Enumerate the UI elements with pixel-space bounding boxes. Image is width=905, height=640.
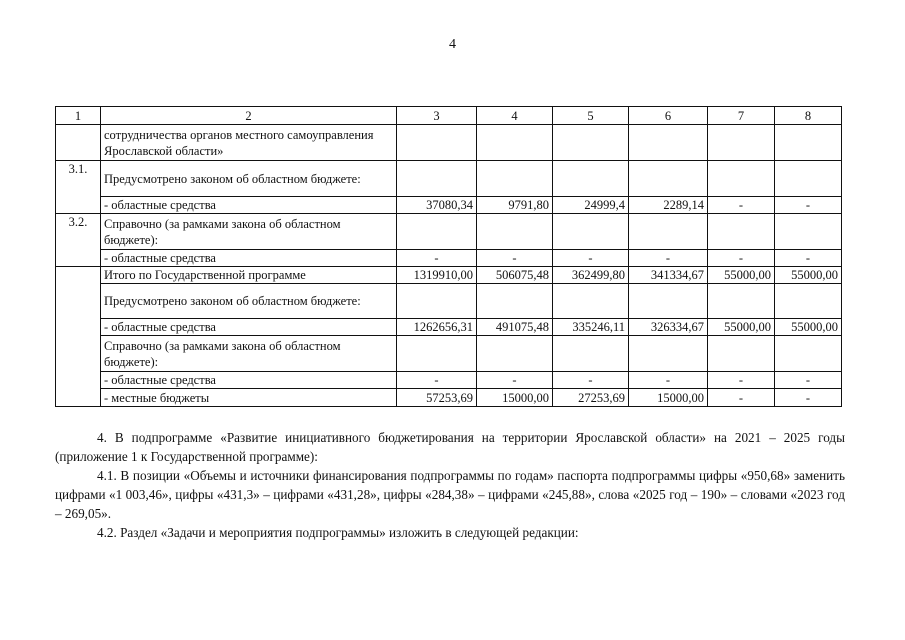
value-cell <box>708 336 775 372</box>
row-number-cell: 3.2. <box>56 214 101 250</box>
value-cell <box>477 214 553 250</box>
row-number-cell <box>56 197 101 214</box>
row-number-cell <box>56 250 101 267</box>
paragraph: 4.1. В позиции «Объемы и источники финансирования подпрограммы по годам» паспорта подпрограммы цифры «950,68» заменить цифрами «1 003,46», цифры «431,3» – цифрами «431,28», цифры «284,38» – цифрами «245,88», слова «2025 год – 190» – словами «2023 год – 269,05». <box>55 468 845 521</box>
row-label-cell: - областные средства <box>101 250 397 267</box>
row-label-cell: сотрудничества органов местного самоуправления Ярославской области» <box>101 125 397 161</box>
value-cell: - <box>708 389 775 407</box>
budget-table <box>55 106 842 407</box>
table-row <box>56 319 842 336</box>
value-cell: 341334,67 <box>629 267 708 284</box>
value-cell: - <box>708 372 775 389</box>
value-cell: - <box>553 372 629 389</box>
value-cell: 362499,80 <box>553 267 629 284</box>
header-cell: 4 <box>477 107 553 125</box>
value-cell <box>477 125 553 161</box>
row-label-cell: Предусмотрено законом об областном бюджете: <box>101 284 397 319</box>
table-row <box>56 267 842 284</box>
value-cell: 37080,34 <box>397 197 477 214</box>
value-cell: - <box>775 372 842 389</box>
value-cell <box>629 214 708 250</box>
value-cell <box>477 284 553 319</box>
value-cell: 335246,11 <box>553 319 629 336</box>
value-cell <box>629 161 708 197</box>
table-row <box>56 389 842 407</box>
value-cell: - <box>553 250 629 267</box>
value-cell: 27253,69 <box>553 389 629 407</box>
value-cell: 55000,00 <box>708 267 775 284</box>
value-cell <box>397 214 477 250</box>
value-cell <box>553 336 629 372</box>
body-text <box>55 428 845 542</box>
value-cell: 1262656,31 <box>397 319 477 336</box>
value-cell: - <box>397 372 477 389</box>
row-label-cell: - местные бюджеты <box>101 389 397 407</box>
row-number-cell <box>56 125 101 161</box>
value-cell: 15000,00 <box>477 389 553 407</box>
table-row <box>56 284 842 319</box>
table-row <box>56 250 842 267</box>
value-cell <box>708 125 775 161</box>
row-number-cell: 3.1. <box>56 161 101 197</box>
row-label-cell: - областные средства <box>101 197 397 214</box>
value-cell <box>553 161 629 197</box>
value-cell <box>629 336 708 372</box>
table-row <box>56 336 842 372</box>
value-cell <box>397 125 477 161</box>
paragraph: 4.2. Раздел «Задачи и мероприятия подпрограммы» изложить в следующей редакции: <box>97 525 579 540</box>
header-cell: 3 <box>397 107 477 125</box>
table-row <box>56 125 842 161</box>
value-cell <box>775 284 842 319</box>
value-cell <box>477 336 553 372</box>
value-cell: - <box>477 372 553 389</box>
header-cell: 2 <box>101 107 397 125</box>
value-cell: 9791,80 <box>477 197 553 214</box>
value-cell: - <box>775 197 842 214</box>
paragraph: 4. В подпрограмме «Развитие инициативного бюджетирования на территории Ярославской области» на 2021 – 2025 годы (приложение 1 к Государственной программе): <box>55 430 845 464</box>
row-label-cell: Предусмотрено законом об областном бюджете: <box>101 161 397 197</box>
header-cell: 8 <box>775 107 842 125</box>
value-cell <box>775 214 842 250</box>
value-cell: - <box>477 250 553 267</box>
row-number-cell <box>56 267 101 407</box>
value-cell: - <box>397 250 477 267</box>
table-row <box>56 197 842 214</box>
value-cell: 506075,48 <box>477 267 553 284</box>
value-cell <box>708 161 775 197</box>
value-cell: - <box>629 250 708 267</box>
value-cell <box>397 336 477 372</box>
table-row <box>56 372 842 389</box>
value-cell: 2289,14 <box>629 197 708 214</box>
value-cell: - <box>775 250 842 267</box>
table-header-row <box>56 107 842 125</box>
value-cell <box>397 284 477 319</box>
value-cell <box>397 161 477 197</box>
value-cell <box>553 125 629 161</box>
row-label-cell: Справочно (за рамками закона об областном бюджете): <box>101 336 397 372</box>
header-cell: 6 <box>629 107 708 125</box>
value-cell <box>553 284 629 319</box>
value-cell <box>477 161 553 197</box>
value-cell: 55000,00 <box>775 319 842 336</box>
row-label-cell: Итого по Государственной программе <box>101 267 397 284</box>
table-row <box>56 161 842 197</box>
value-cell: 15000,00 <box>629 389 708 407</box>
value-cell: 57253,69 <box>397 389 477 407</box>
value-cell <box>708 214 775 250</box>
value-cell <box>708 284 775 319</box>
value-cell <box>775 336 842 372</box>
value-cell: 24999,4 <box>553 197 629 214</box>
header-cell: 1 <box>56 107 101 125</box>
value-cell <box>553 214 629 250</box>
value-cell <box>775 161 842 197</box>
value-cell: - <box>708 250 775 267</box>
row-label-cell: - областные средства <box>101 319 397 336</box>
header-cell: 7 <box>708 107 775 125</box>
value-cell: 491075,48 <box>477 319 553 336</box>
value-cell: - <box>708 197 775 214</box>
value-cell: 55000,00 <box>775 267 842 284</box>
header-cell: 5 <box>553 107 629 125</box>
row-label-cell: Справочно (за рамками закона об областном бюджете): <box>101 214 397 250</box>
value-cell <box>629 284 708 319</box>
value-cell: 55000,00 <box>708 319 775 336</box>
page-number: 4 <box>449 37 456 52</box>
table-row <box>56 214 842 250</box>
value-cell: 1319910,00 <box>397 267 477 284</box>
value-cell <box>775 125 842 161</box>
value-cell <box>629 125 708 161</box>
row-label-cell: - областные средства <box>101 372 397 389</box>
value-cell: - <box>775 389 842 407</box>
value-cell: 326334,67 <box>629 319 708 336</box>
value-cell: - <box>629 372 708 389</box>
